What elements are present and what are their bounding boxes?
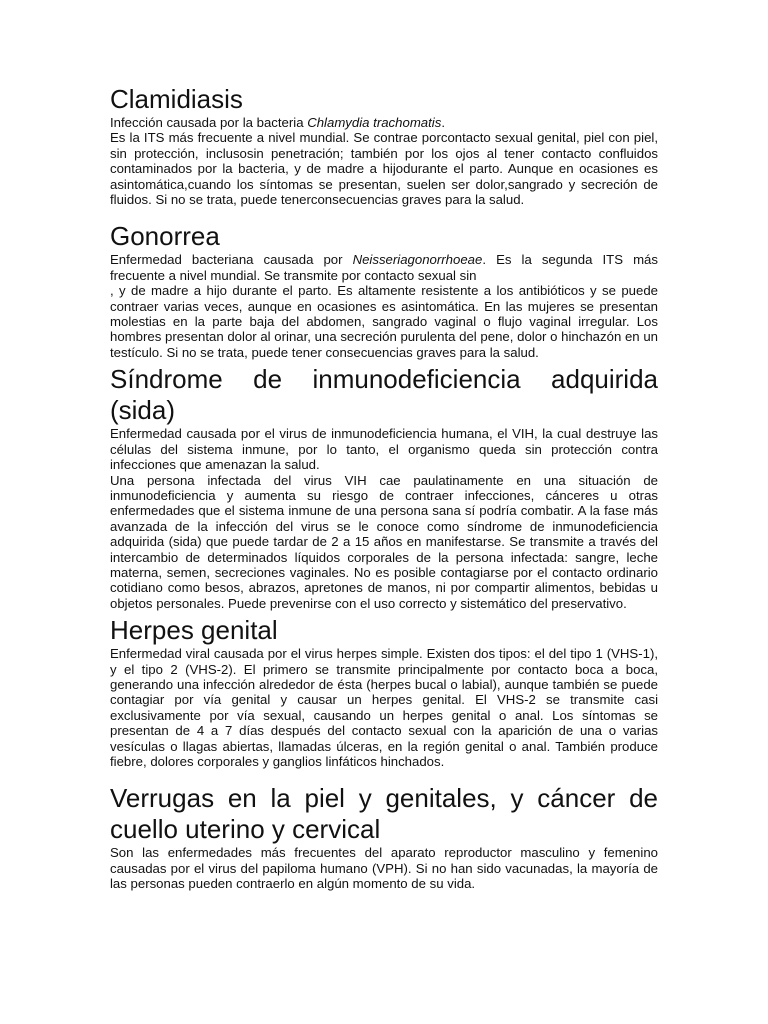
section-gonorrea [110, 221, 658, 360]
section-title-gonorrea: Gonorrea [110, 221, 220, 252]
section-title-herpes: Herpes genital [110, 615, 278, 646]
herpes-body: Enfermedad viral causada por el virus herpes simple. Existen dos tipos: el del tipo 1 (VHS-1), y el tipo 2 (VHS-2). El primero se transmite principalmente por contacto boca a boca, generando una infección alrededor de ésta (herpes bucal o labial), aunque también se puede contagiar por vía genital y causar un herpes genital. El VHS-2 se transmite casi exclusivamente por vía sexual, causando un herpes genital o anal. Los síntomas se presentan de 4 a 7 días después del contacto sexual con la aparición de una o varias vesículas o llagas abiertas, llamadas úlceras, en la región genital o anal. También produce fiebre, dolores corporales y ganglios linfáticos hinchados. [110, 646, 658, 769]
gonorrea-line1-pre: Enfermedad bacteriana causada por [110, 252, 353, 268]
section-sida [110, 364, 658, 611]
clamidiasis-intro-post: . [441, 115, 445, 130]
clamidiasis-species: Chlamydia trachomatis [307, 115, 442, 130]
gonorrea-line1-post: . Es la segunda ITS más frecuente a nivel mundial. Se transmite por contacto sexual sin [110, 252, 658, 283]
gonorrea-body: , y de madre a hijo durante el parto. Es altamente resistente a los antibióticos y se puede contraer varias veces, aunque en ocasiones es asintomática. En las mujeres se presentan molestias en la parte baja del abdomen, sangrado vaginal o flujo vaginal irregular. Los hombres presentan dolor al orinar, una secreción purulenta del pene, dolor o hinchazón en un testículo. Si no se trata, puede tener consecuencias graves para la salud. [110, 283, 658, 360]
sida-para2: Una persona infectada del virus VIH cae paulatinamente en una situación de inmunodeficiencia y aumenta su riesgo de contraer infecciones, cánceres u otras enfermedades que el sistema inmune de una persona sana sí podría combatir. A la fase más avanzada de la infección del virus se le conoce como síndrome de inmunodeficiencia adquirida (sida) que puede tardar de 2 a 15 años en manifestarse. Se transmite a través del intercambio de determinados líquidos corporales de la persona infectada: sangre, leche materna, semen, secreciones vaginales. No es posible contagiarse por el contacto ordinario cotidiano como besos, abrazos, apretones de manos, ni por compartir alimentos, bebidas u objetos personales. Puede prevenirse con el uso correcto y sistemático del preservativo. [110, 472, 658, 611]
section-herpes [110, 615, 658, 769]
clamidiasis-intro [110, 115, 658, 130]
verrugas-body: Son las enfermedades más frecuentes del aparato reproductor masculino y femenino causadas por el virus del papiloma humano (VPH). Si no han sido vacunadas, la mayoría de las personas pueden contraerlo en algún momento de su vida. [110, 845, 658, 892]
section-title-verrugas: Verrugas en la piel y genitales, y cáncer de cuello uterino y cervical [110, 783, 658, 845]
section-title-sida: Síndrome de inmunodeficiencia adquirida (sida) [110, 364, 658, 426]
gonorrea-species: Neisseriagonorrhoeae [352, 252, 483, 268]
clamidiasis-intro-pre: Infección causada por la bacteria [110, 115, 308, 130]
sida-para1: Enfermedad causada por el virus de inmunodeficiencia humana, el VIH, la cual destruye las células del sistema inmune, por lo tanto, el organismo queda sin protección contra infecciones que amenazan la salud. [110, 426, 658, 473]
document-page [110, 84, 658, 892]
gonorrea-line1 [110, 252, 658, 283]
section-title-clamidiasis: Clamidiasis [110, 84, 243, 114]
section-verrugas [110, 783, 658, 891]
clamidiasis-body: Es la ITS más frecuente a nivel mundial. Se contrae porcontacto sexual genital, piel con piel, sin protección, inclusosin penetración; también por los ojos al tener contacto confluidos contaminados por la bacteria, y de madre a hijodurante el parto. Aunque en ocasiones es asintomática,cuando los síntomas se presentan, suelen ser dolor,sangrado y secreción de fluidos. Si no se trata, puede tenerconsecuencias graves para la salud. [110, 130, 658, 208]
section-clamidiasis [110, 84, 658, 207]
